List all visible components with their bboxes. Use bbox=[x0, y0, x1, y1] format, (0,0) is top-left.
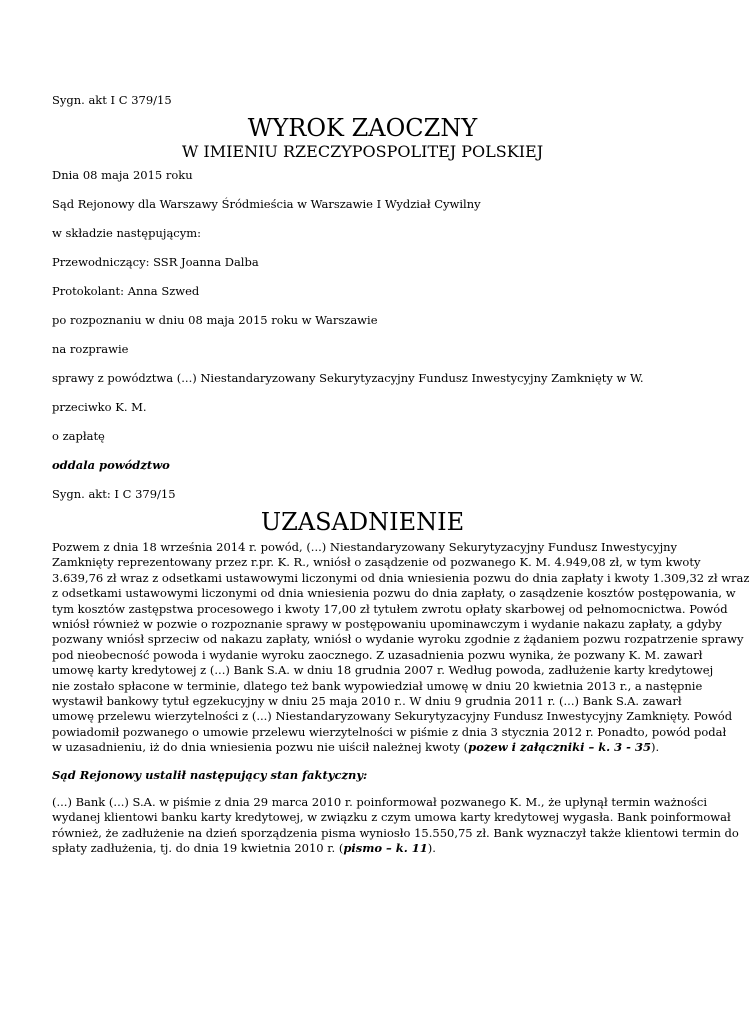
session-type: na rozprawie bbox=[52, 342, 129, 356]
last-line-end: ). bbox=[650, 740, 660, 755]
paragraph-line: Zamknięty reprezentowany przez r.pr. K. R., wniósł o zasądzenie od pozwanego K. M. 4.949,08 zł, w tym kwoty bbox=[52, 555, 701, 570]
top-margin bbox=[52, 0, 673, 93]
evidence-reference: pismo – k. 11 bbox=[343, 840, 428, 855]
court-composition: w składzie następującym: bbox=[52, 226, 202, 240]
paragraph-line: tym kosztów zastępstwa procesowego i kwoty 17,00 zł tytułem zwrotu opłaty skarbowej od pełnomocnictwa. Powód bbox=[52, 601, 728, 616]
case-signature-top: Sygn. akt I C 379/15 bbox=[52, 93, 172, 107]
paragraph-line: (...) Bank (...) S.A. w piśmie z dnia 29 marca 2010 r. poinformował pozwanego K. M., że upłynął termin ważności bbox=[52, 794, 708, 809]
last-line-end: ). bbox=[427, 840, 436, 855]
last-line-text: spłaty zadłużenia, tj. do dnia 19 kwietnia 2010 r. ( bbox=[52, 840, 344, 855]
paragraph-line: wydanej klientowi banku karty kredytowej, w związku z czym umowa karty kredytowej wygasła. Bank poinformował bbox=[52, 810, 731, 825]
paragraph-line: 3.639,76 zł wraz z odsetkami ustawowymi liczonymi od dnia wniesienia pozwu do dnia zapłaty i kwoty 1.309,32 zł wraz bbox=[52, 570, 749, 585]
paragraph-line: nie zostało spłacone w terminie, dlatego też bank wypowiedział umowę w dniu 20 kwietnia 2013 r., a następnie bbox=[52, 678, 703, 693]
verdict-subtitle: W IMIENIU RZECZYPOSPOLITEJ POLSKIEJ bbox=[181, 142, 544, 161]
case-subject: o zapłatę bbox=[52, 429, 105, 443]
paragraph-line: Pozwem z dnia 18 września 2014 r. powód, (...) Niestandaryzowany Sekurytyzacyjny Fundusz Inwestycyjny bbox=[52, 540, 678, 554]
paragraph-line: z odsetkami ustawowymi liczonymi od dnia wniesienia pozwu do dnia zapłaty, o zasądzenie kosztów postępowania, w bbox=[52, 586, 736, 601]
case-parties: sprawy z powództwa (...) Niestandaryzowany Sekurytyzacyjny Fundusz Inwestycyjny Zamknięty w W. bbox=[52, 371, 644, 385]
verdict-date: Dnia 08 maja 2015 roku bbox=[52, 168, 193, 182]
defendant: przeciwko K. M. bbox=[52, 400, 147, 414]
paragraph-last-line bbox=[52, 841, 673, 856]
evidence-reference: pozew i załączniki – k. 3 - 35 bbox=[468, 740, 651, 755]
last-line-text: w uzasadnieniu, iż do dnia wniesienia pozwu nie uiścił należnej kwoty ( bbox=[52, 740, 469, 755]
paragraph-line: wniósł również w pozwie o rozpoznanie sprawy w postępowaniu upominawczym i wydanie nakazu zapłaty, a gdyby bbox=[52, 617, 722, 632]
verdict-title: WYROK ZAOCZNY bbox=[247, 114, 478, 142]
justification-title: UZASADNIENIE bbox=[260, 508, 465, 536]
paragraph-line: umowę karty kredytowej z (...) Bank S.A. w dniu 18 grudnia 2007 r. Według powoda, zadłużenie karty kredytowej bbox=[52, 663, 714, 678]
presiding-judge: Przewodniczący: SSR Joanna Dalba bbox=[52, 255, 259, 269]
paragraph-last-line bbox=[52, 740, 673, 755]
paragraph-line: umowę przelewu wierzytelności z (...) Niestandaryzowany Sekurytyzacyjny Fundusz Inwestycyjny Zamknięty. Powód bbox=[52, 709, 733, 724]
paragraph-line: pozwany wniósł sprzeciw od nakazu zapłaty, wniósł o wydanie wyroku zgodnie z żądaniem pozwu rozpatrzenie sprawy bbox=[52, 632, 744, 647]
paragraph-line: pod nieobecność powoda i wydanie wyroku zaocznego. Z uzasadnienia pozwu wynika, że pozwany K. M. zawarł bbox=[52, 647, 703, 662]
hearing-info: po rozpoznaniu w dniu 08 maja 2015 roku w Warszawie bbox=[52, 313, 378, 327]
court-clerk: Protokolant: Anna Szwed bbox=[52, 284, 200, 298]
paragraph-line: wystawił bankowy tytuł egzekucyjny w dniu 25 maja 2010 r.. W dniu 9 grudnia 2011 r. (...) Bank S.A. zawarł bbox=[52, 694, 682, 709]
court-name: Sąd Rejonowy dla Warszawy Śródmieścia w Warszawie I Wydział Cywilny bbox=[52, 197, 481, 211]
justification-paragraph-1 bbox=[52, 540, 749, 756]
ruling: oddala powództwo bbox=[52, 458, 170, 472]
paragraph-line: powiadomił pozwanego o umowie przelewu wierzytelności w piśmie z dnia 3 stycznia 2012 r. Ponadto, powód podał bbox=[52, 724, 727, 739]
paragraph-line: również, że zadłużenie na dzień sporządzenia pisma wyniosło 15.550,75 zł. Bank wyznaczył także klientowi termin do bbox=[52, 825, 739, 840]
facts-heading: Sąd Rejonowy ustalił następujący stan faktyczny: bbox=[52, 767, 368, 782]
case-signature-bottom: Sygn. akt: I C 379/15 bbox=[52, 487, 176, 501]
justification-paragraph-2 bbox=[52, 794, 739, 857]
